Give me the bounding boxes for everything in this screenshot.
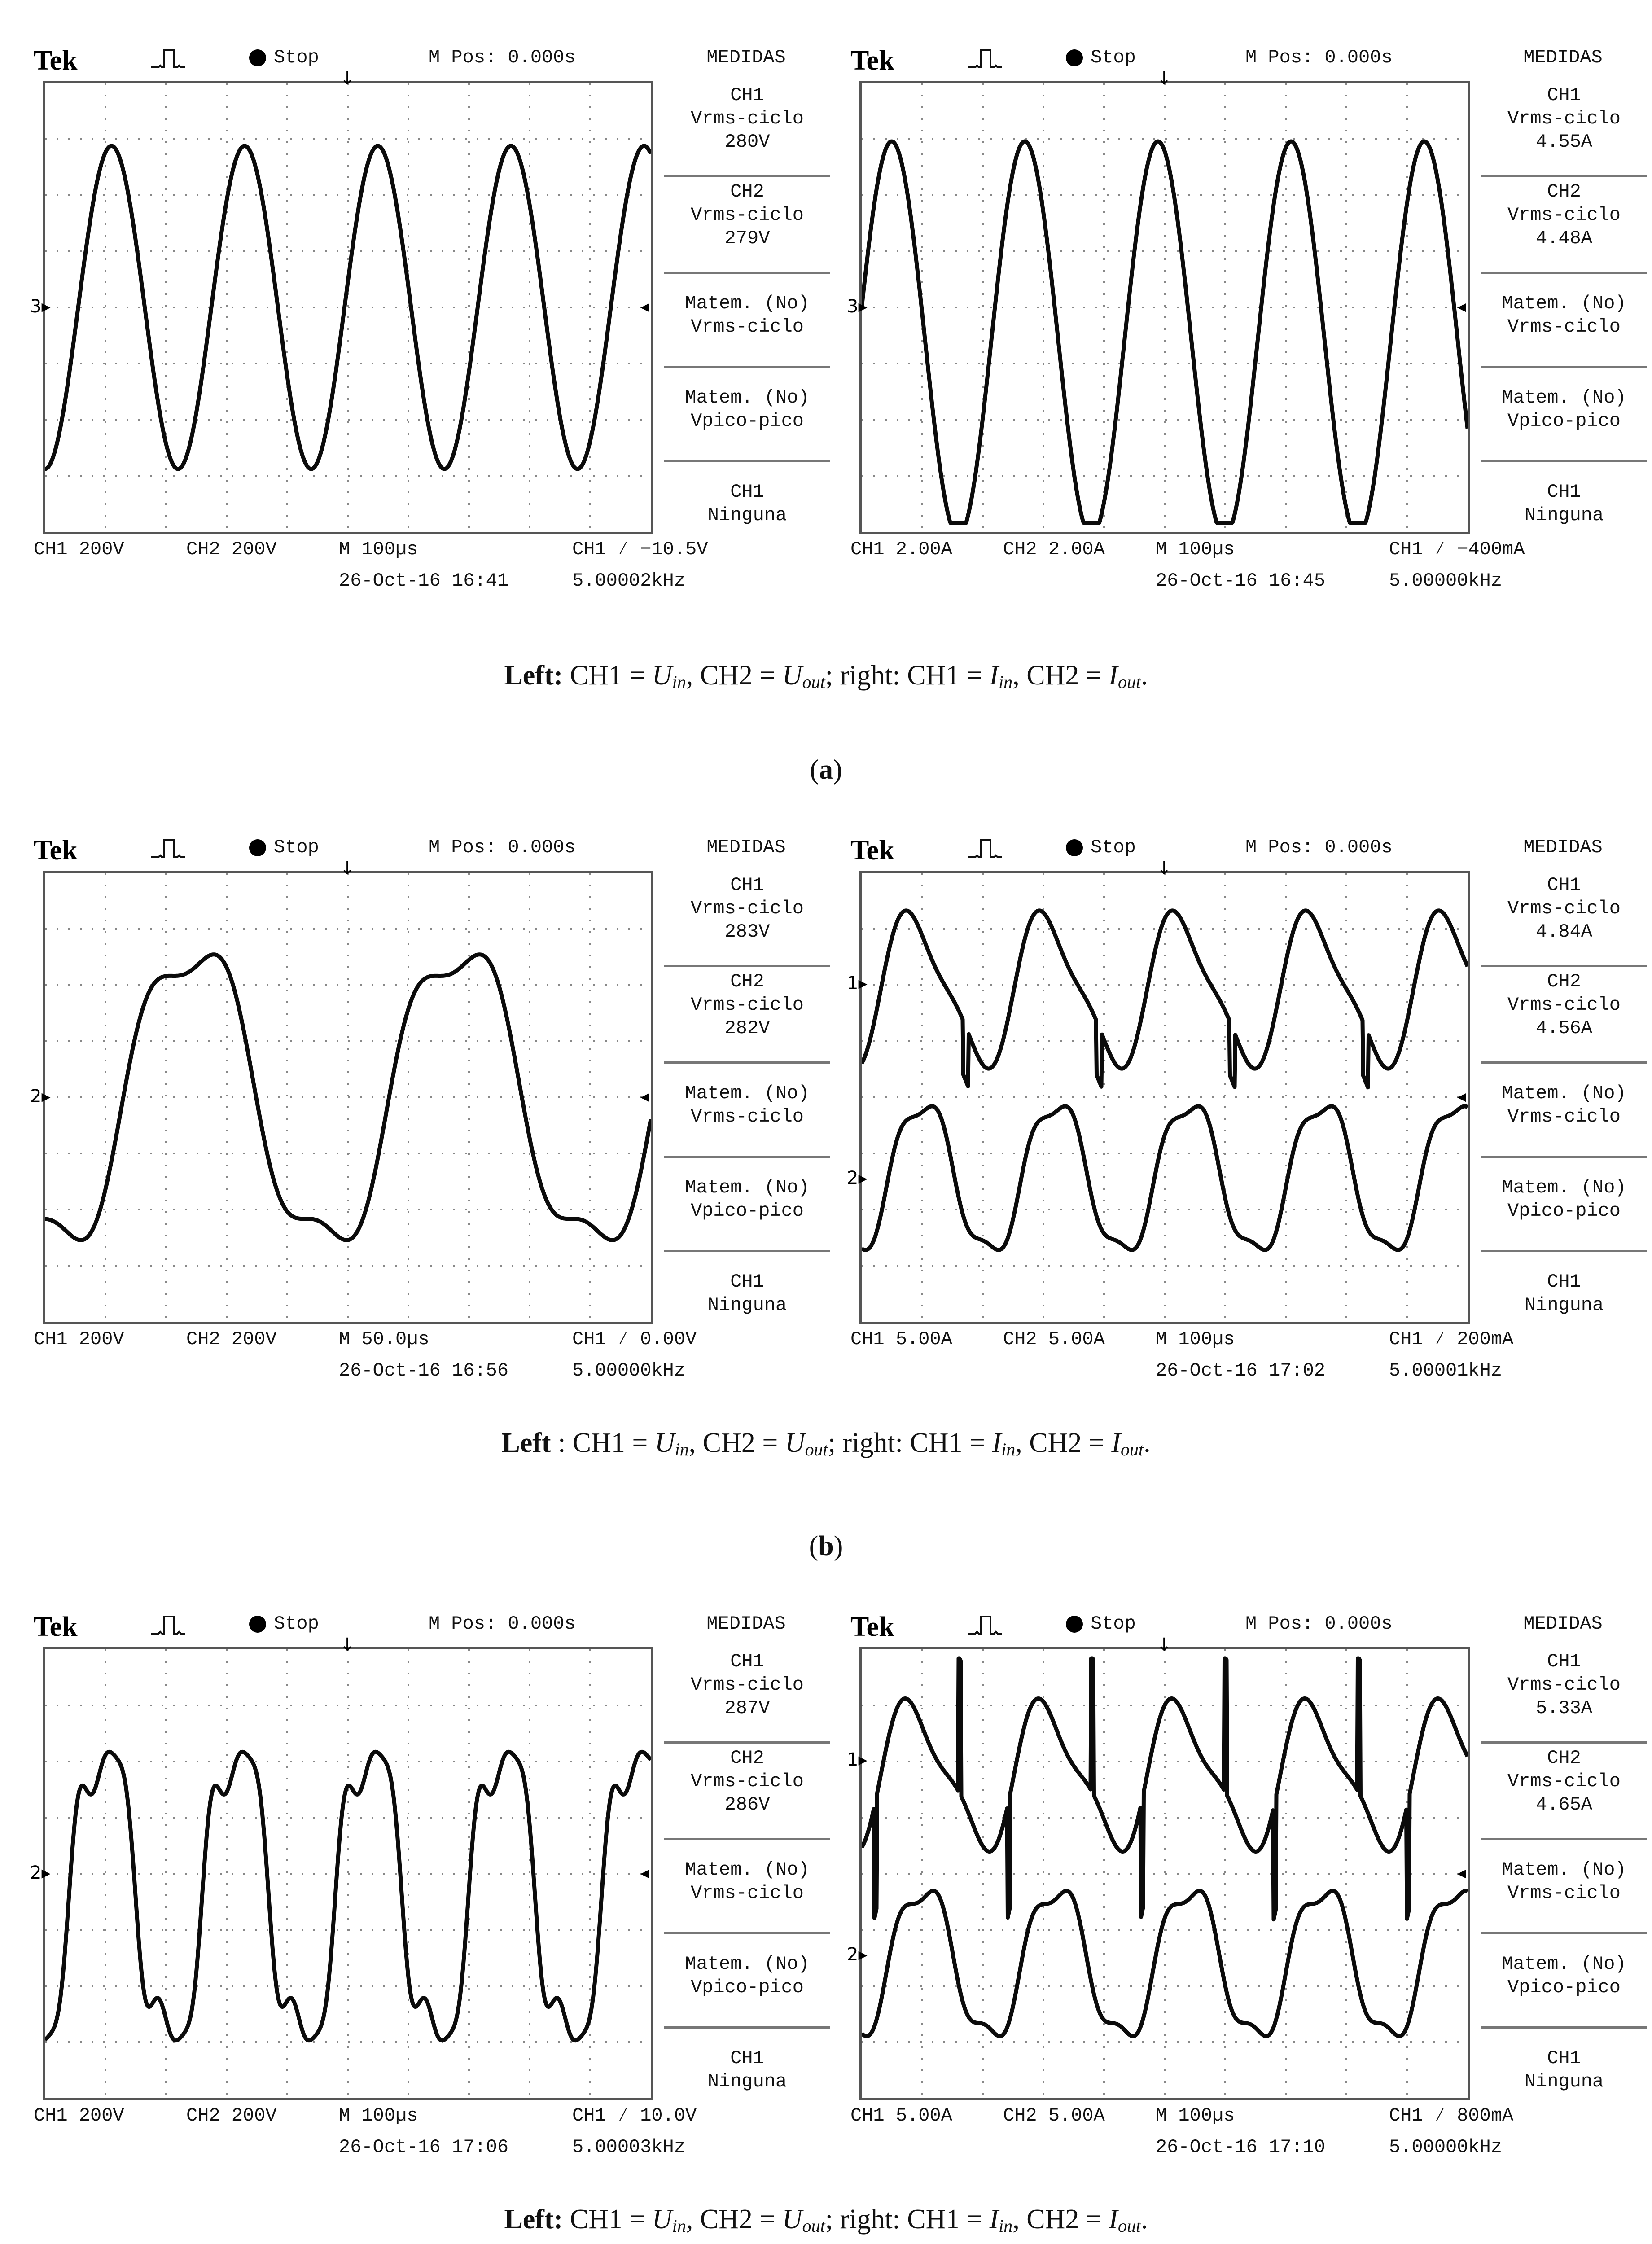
measurement-source: Matem. (No) [1502, 387, 1626, 408]
scope-header [850, 40, 1647, 85]
horizontal-position-readout: M Pos: 0.000s [429, 837, 576, 858]
measurement-source: CH1 [730, 874, 764, 896]
measurement-source: Matem. (No) [1502, 1953, 1626, 1975]
measurement-value: 4.56A [1535, 1017, 1593, 1039]
caption-text: , CH2 = [688, 1428, 778, 1458]
measurement-type: Vrms-ciclo [690, 1882, 804, 1904]
run-state-label: Stop [274, 837, 319, 858]
trigger-readout: CH1 ∕ 200mA [1389, 1328, 1514, 1350]
brand-logo: Tek [34, 835, 78, 866]
ch1-scale-readout: CH1 5.00A [850, 1328, 952, 1350]
measurement-source: CH1 [730, 84, 764, 106]
horizontal-position-readout: M Pos: 0.000s [1245, 47, 1393, 68]
measurement-item[interactable] [1481, 177, 1647, 274]
measurements-title: MEDIDAS [706, 837, 786, 858]
measurement-value: 280V [724, 131, 770, 153]
down-arrow-icon: ↓ [1157, 68, 1172, 89]
pulse-trigger-icon [967, 1611, 1003, 1638]
measurement-type: Vrms-ciclo [690, 1106, 804, 1127]
measurement-source: Matem. (No) [685, 387, 810, 408]
figure-caption [0, 660, 1652, 692]
measurements-title: MEDIDAS [1523, 47, 1603, 68]
measurement-value: 4.48A [1535, 228, 1593, 249]
ch1-scale-readout: CH1 2.00A [850, 539, 952, 560]
caption-symbol: I [1111, 1428, 1121, 1458]
scope-footer [850, 539, 1647, 633]
measurement-item[interactable] [1481, 81, 1647, 177]
timestamp-readout: 26-Oct-16 17:06 [339, 2136, 509, 2158]
measurement-type: Vrms-ciclo [1507, 1771, 1621, 1792]
measurement-source: Matem. (No) [1502, 293, 1626, 314]
measurements-panel [664, 871, 830, 1324]
measurement-source: Matem. (No) [685, 1177, 810, 1198]
caption-symbol: U [782, 2204, 802, 2235]
run-state-label: Stop [274, 1613, 319, 1635]
trigger-level-icon: ◂ [1457, 1863, 1467, 1883]
caption-subscript: out [802, 2216, 825, 2236]
measurement-type: Ninguna [1524, 1294, 1604, 1316]
down-arrow-icon: ↓ [1157, 1635, 1172, 1655]
ch2-scale-readout: CH2 200V [186, 539, 277, 560]
measurement-type: Vpico-pico [690, 1977, 804, 1998]
measurements-panel [1481, 81, 1647, 534]
scope-header [34, 1607, 830, 1652]
measurement-value: 4.84A [1535, 921, 1593, 942]
waveform-graticule [43, 1647, 653, 2100]
caption-symbol: I [989, 660, 999, 691]
measurement-source: CH2 [730, 181, 764, 202]
caption-text: . [1144, 1428, 1151, 1458]
measurement-item[interactable] [1481, 462, 1647, 534]
channel-level-marker: 2▸ [30, 1863, 51, 1883]
measurement-value: 287V [724, 1697, 770, 1719]
scope-footer [34, 1328, 830, 1423]
waveform-graticule [859, 871, 1470, 1324]
measurement-source: CH1 [1547, 1651, 1581, 1672]
caption-subscript: out [1120, 1439, 1144, 1459]
measurement-value: 286V [724, 1794, 770, 1815]
brand-logo: Tek [850, 1612, 894, 1642]
measurement-item[interactable] [664, 1252, 830, 1324]
caption-symbol: I [992, 1428, 1002, 1458]
oscilloscope-screen [30, 40, 830, 633]
measurements-title: MEDIDAS [1523, 1613, 1603, 1635]
caption-subscript: out [805, 1439, 828, 1459]
measurements-title: MEDIDAS [1523, 837, 1603, 858]
oscilloscope-screen [30, 830, 830, 1423]
measurement-item[interactable] [664, 1064, 830, 1158]
stop-indicator-icon [1066, 49, 1083, 66]
measurement-type: Vpico-pico [1507, 1977, 1621, 1998]
waveform-graticule [43, 81, 653, 534]
caption-symbol: U [654, 1428, 675, 1458]
measurement-source: CH1 [730, 1651, 764, 1672]
trigger-readout: CH1 ∕ 10.0V [572, 2105, 697, 2126]
figure-caption [0, 2204, 1652, 2236]
oscilloscope-screen [847, 1607, 1647, 2199]
trigger-readout: CH1 ∕ −400mA [1389, 539, 1525, 560]
trigger-level-icon: ◂ [640, 1086, 650, 1107]
measurement-type: Vrms-ciclo [1507, 108, 1621, 129]
measurement-type: Vpico-pico [690, 410, 804, 432]
caption-text: , CH2 = [1015, 1428, 1104, 1458]
channel-level-marker: 3▸ [847, 296, 868, 317]
frequency-readout: 5.00000kHz [572, 1360, 686, 1381]
horizontal-position-readout: M Pos: 0.000s [1245, 837, 1393, 858]
waveform-graticule [859, 1647, 1470, 2100]
caption-text: : CH1 = [558, 1428, 648, 1458]
ch2-scale-readout: CH2 5.00A [1003, 1328, 1105, 1350]
frequency-readout: 5.00000kHz [1389, 570, 1503, 592]
measurement-source: CH1 [1547, 84, 1581, 106]
measurement-item[interactable] [1481, 967, 1647, 1064]
down-arrow-icon: ↓ [340, 858, 355, 879]
measurements-panel [664, 1647, 830, 2100]
down-arrow-icon: ↓ [1157, 858, 1172, 879]
caption-symbol: I [1109, 2204, 1118, 2235]
measurement-item[interactable] [664, 1647, 830, 1744]
horizontal-position-readout: M Pos: 0.000s [1245, 1613, 1393, 1635]
scope-header [850, 1607, 1647, 1652]
pulse-trigger-icon [150, 1611, 186, 1638]
caption-symbol: U [652, 2204, 672, 2235]
timebase-readout: M 50.0µs [339, 1328, 429, 1350]
scope-header [34, 40, 830, 85]
caption-symbol: I [989, 2204, 999, 2235]
ch1-scale-readout: CH1 5.00A [850, 2105, 952, 2126]
measurement-source: CH1 [730, 481, 764, 503]
trigger-level-icon: ◂ [640, 1863, 650, 1883]
caption-left-label: Left [501, 1428, 551, 1458]
caption-text: . [1141, 2204, 1148, 2235]
measurement-item[interactable] [1481, 871, 1647, 967]
scope-footer [34, 539, 830, 633]
channel-level-marker: 1▸ [847, 973, 868, 994]
measurement-item[interactable] [664, 462, 830, 534]
ch1-scale-readout: CH1 200V [34, 539, 124, 560]
measurement-item[interactable] [1481, 1934, 1647, 2029]
measurement-source: Matem. (No) [685, 1953, 810, 1975]
measurement-type: Vrms-ciclo [1507, 994, 1621, 1016]
horizontal-position-readout: M Pos: 0.000s [429, 1613, 576, 1635]
oscilloscope-screen [847, 830, 1647, 1423]
measurement-item[interactable] [664, 368, 830, 462]
pulse-trigger-icon [967, 835, 1003, 862]
timestamp-readout: 26-Oct-16 16:56 [339, 1360, 509, 1381]
caption-subscript: out [1117, 672, 1141, 692]
scope-header [34, 830, 830, 875]
scope-header [850, 830, 1647, 875]
channel-1-trace [862, 141, 1468, 523]
channel-level-marker: 3▸ [30, 296, 51, 317]
measurement-type: Vrms-ciclo [1507, 204, 1621, 226]
trigger-readout: CH1 ∕ 0.00V [572, 1328, 697, 1350]
measurement-item[interactable] [1481, 1744, 1647, 1840]
caption-subscript: in [672, 2216, 686, 2236]
subfigure-letter: b [818, 1531, 834, 1561]
ch1-scale-readout: CH1 200V [34, 2105, 124, 2126]
run-state-label: Stop [274, 47, 319, 68]
run-state-label: Stop [1091, 837, 1136, 858]
measurement-value: 4.65A [1535, 1794, 1593, 1815]
brand-logo: Tek [850, 835, 894, 866]
measurement-source: Matem. (No) [685, 1083, 810, 1104]
caption-subscript: in [675, 1439, 689, 1459]
caption-text: ; right: CH1 = [825, 2204, 982, 2235]
caption-text: , CH2 = [1012, 2204, 1102, 2235]
measurement-value: 283V [724, 921, 770, 942]
measurement-source: CH2 [1547, 971, 1581, 992]
measurement-type: Vrms-ciclo [690, 994, 804, 1016]
measurement-source: CH1 [1547, 874, 1581, 896]
oscilloscope-screen [30, 1607, 830, 2199]
measurement-item[interactable] [1481, 2029, 1647, 2100]
frequency-readout: 5.00001kHz [1389, 1360, 1503, 1381]
subfigure-letter: a [819, 754, 833, 785]
caption-subscript: in [999, 672, 1013, 692]
pulse-trigger-icon [150, 45, 186, 72]
measurement-item[interactable] [664, 274, 830, 368]
measurement-item[interactable] [1481, 1064, 1647, 1158]
brand-logo: Tek [34, 1612, 78, 1642]
caption-text: , CH2 = [1012, 660, 1102, 691]
ch1-scale-readout: CH1 200V [34, 1328, 124, 1350]
measurement-value: 4.55A [1535, 131, 1593, 153]
run-state-label: Stop [1091, 1613, 1136, 1635]
pulse-trigger-icon [150, 835, 186, 862]
caption-symbol: U [784, 1428, 805, 1458]
measurement-type: Vrms-ciclo [1507, 1674, 1621, 1696]
caption-subscript: in [1001, 1439, 1016, 1459]
measurement-type: Ninguna [707, 1294, 787, 1316]
oscilloscope-screen [847, 40, 1647, 633]
measurements-panel [1481, 871, 1647, 1324]
timebase-readout: M 100µs [1156, 2105, 1235, 2126]
measurement-source: Matem. (No) [1502, 1177, 1626, 1198]
brand-logo: Tek [34, 45, 78, 76]
ch2-scale-readout: CH2 200V [186, 2105, 277, 2126]
measurement-item[interactable] [664, 1744, 830, 1840]
pulse-trigger-icon [967, 45, 1003, 72]
caption-subscript: in [999, 2216, 1013, 2236]
measurement-source: CH2 [730, 971, 764, 992]
caption-text: ; right: CH1 = [828, 1428, 985, 1458]
scope-footer [850, 2105, 1647, 2199]
measurement-item[interactable] [664, 81, 830, 177]
measurement-type: Vrms-ciclo [1507, 898, 1621, 919]
trigger-level-icon: ◂ [640, 296, 650, 317]
channel-2-trace [862, 1891, 1468, 2036]
measurement-source: Matem. (No) [1502, 1083, 1626, 1104]
figure-caption [0, 1427, 1652, 1460]
measurement-type: Vrms-ciclo [690, 1771, 804, 1792]
measurement-item[interactable] [664, 177, 830, 274]
measurement-source: CH1 [1547, 481, 1581, 503]
waveform-graticule [859, 81, 1470, 534]
timestamp-readout: 26-Oct-16 17:02 [1156, 1360, 1326, 1381]
caption-symbol: U [652, 660, 672, 691]
caption-subscript: out [1117, 2216, 1141, 2236]
measurement-type: Vrms-ciclo [690, 1674, 804, 1696]
measurement-item[interactable] [1481, 368, 1647, 462]
graticule-svg [45, 1649, 651, 2098]
measurement-type: Vrms-ciclo [690, 898, 804, 919]
channel-level-marker: 2▸ [847, 1944, 868, 1965]
frequency-readout: 5.00003kHz [572, 2136, 686, 2158]
run-state-label: Stop [1091, 47, 1136, 68]
timebase-readout: M 100µs [339, 539, 418, 560]
timestamp-readout: 26-Oct-16 17:10 [1156, 2136, 1326, 2158]
down-arrow-icon: ↓ [340, 68, 355, 89]
timebase-readout: M 100µs [1156, 539, 1235, 560]
measurement-item[interactable] [1481, 274, 1647, 368]
measurement-type: Vrms-ciclo [1507, 1106, 1621, 1127]
timebase-readout: M 100µs [339, 2105, 418, 2126]
graticule-svg [862, 83, 1468, 532]
frequency-readout: 5.00000kHz [1389, 2136, 1503, 2158]
measurement-type: Vrms-ciclo [690, 204, 804, 226]
measurement-source: CH2 [1547, 181, 1581, 202]
channel-level-marker: 1▸ [847, 1749, 868, 1770]
measurement-type: Ninguna [707, 504, 787, 526]
horizontal-position-readout: M Pos: 0.000s [429, 47, 576, 68]
measurement-source: Matem. (No) [685, 1859, 810, 1880]
caption-text: , CH2 = [686, 2204, 776, 2235]
stop-indicator-icon [249, 1616, 266, 1633]
trigger-readout: CH1 ∕ 800mA [1389, 2105, 1514, 2126]
caption-subscript: in [672, 672, 686, 692]
ch2-scale-readout: CH2 5.00A [1003, 2105, 1105, 2126]
measurement-source: CH1 [1547, 2047, 1581, 2069]
ch2-scale-readout: CH2 200V [186, 1328, 277, 1350]
caption-text: ; right: CH1 = [825, 660, 982, 691]
measurement-item[interactable] [1481, 1647, 1647, 1744]
measurement-item[interactable] [664, 1934, 830, 2029]
graticule-svg [45, 873, 651, 1322]
measurement-type: Ninguna [1524, 504, 1604, 526]
down-arrow-icon: ↓ [340, 1635, 355, 1655]
measurement-item[interactable] [664, 871, 830, 967]
caption-subscript: out [802, 672, 825, 692]
measurement-source: CH2 [1547, 1747, 1581, 1769]
frequency-readout: 5.00002kHz [572, 570, 686, 592]
caption-left-label: Left: [504, 2204, 563, 2235]
brand-logo: Tek [850, 45, 894, 76]
caption-text: , CH2 = [686, 660, 776, 691]
channel-level-marker: 2▸ [847, 1167, 868, 1188]
measurement-type: Vrms-ciclo [1507, 1882, 1621, 1904]
measurement-item[interactable] [1481, 1840, 1647, 1934]
caption-left-label: Left: [504, 660, 563, 691]
measurement-type: Vrms-ciclo [690, 108, 804, 129]
trigger-level-icon: ◂ [1457, 296, 1467, 317]
graticule-svg [862, 873, 1468, 1322]
measurement-type: Ninguna [707, 2071, 787, 2092]
scope-footer [34, 2105, 830, 2199]
channel-level-marker: 2▸ [30, 1086, 51, 1107]
measurement-item[interactable] [1481, 1252, 1647, 1324]
stop-indicator-icon [1066, 1616, 1083, 1633]
measurements-title: MEDIDAS [706, 47, 786, 68]
graticule-svg [862, 1649, 1468, 2098]
measurement-value: 279V [724, 228, 770, 249]
measurement-source: CH2 [730, 1747, 764, 1769]
measurement-item[interactable] [1481, 1158, 1647, 1252]
measurement-value: 5.33A [1535, 1697, 1593, 1719]
caption-text: . [1141, 660, 1148, 691]
trigger-readout: CH1 ∕ −10.5V [572, 539, 708, 560]
measurement-value: 282V [724, 1017, 770, 1039]
measurement-item[interactable] [664, 1158, 830, 1252]
waveform-graticule [43, 871, 653, 1324]
measurement-source: Matem. (No) [1502, 1859, 1626, 1880]
measurement-type: Vrms-ciclo [690, 316, 804, 337]
trigger-level-icon: ◂ [1457, 1086, 1467, 1107]
caption-text: CH1 = [570, 660, 645, 691]
subfigure-label: (a) [810, 754, 842, 785]
measurement-source: Matem. (No) [685, 293, 810, 314]
timestamp-readout: 26-Oct-16 16:45 [1156, 570, 1326, 592]
caption-text: CH1 = [570, 2204, 645, 2235]
measurement-type: Vpico-pico [690, 1200, 804, 1222]
measurement-type: Vpico-pico [1507, 410, 1621, 432]
measurement-source: CH1 [730, 2047, 764, 2069]
measurements-panel [1481, 1647, 1647, 2100]
timebase-readout: M 100µs [1156, 1328, 1235, 1350]
measurement-type: Vpico-pico [1507, 1200, 1621, 1222]
measurements-panel [664, 81, 830, 534]
measurements-title: MEDIDAS [706, 1613, 786, 1635]
timestamp-readout: 26-Oct-16 16:41 [339, 570, 509, 592]
caption-symbol: U [782, 660, 802, 691]
stop-indicator-icon [249, 839, 266, 856]
caption-symbol: I [1109, 660, 1118, 691]
stop-indicator-icon [249, 49, 266, 66]
measurement-source: CH1 [1547, 1271, 1581, 1293]
scope-footer [850, 1328, 1647, 1423]
measurement-source: CH1 [730, 1271, 764, 1293]
stop-indicator-icon [1066, 839, 1083, 856]
graticule-svg [45, 83, 651, 532]
measurement-item[interactable] [664, 2029, 830, 2100]
measurement-item[interactable] [664, 967, 830, 1064]
subfigure-label: (b) [809, 1531, 843, 1561]
measurement-type: Vrms-ciclo [1507, 316, 1621, 337]
ch2-scale-readout: CH2 2.00A [1003, 539, 1105, 560]
measurement-item[interactable] [664, 1840, 830, 1934]
measurement-type: Ninguna [1524, 2071, 1604, 2092]
